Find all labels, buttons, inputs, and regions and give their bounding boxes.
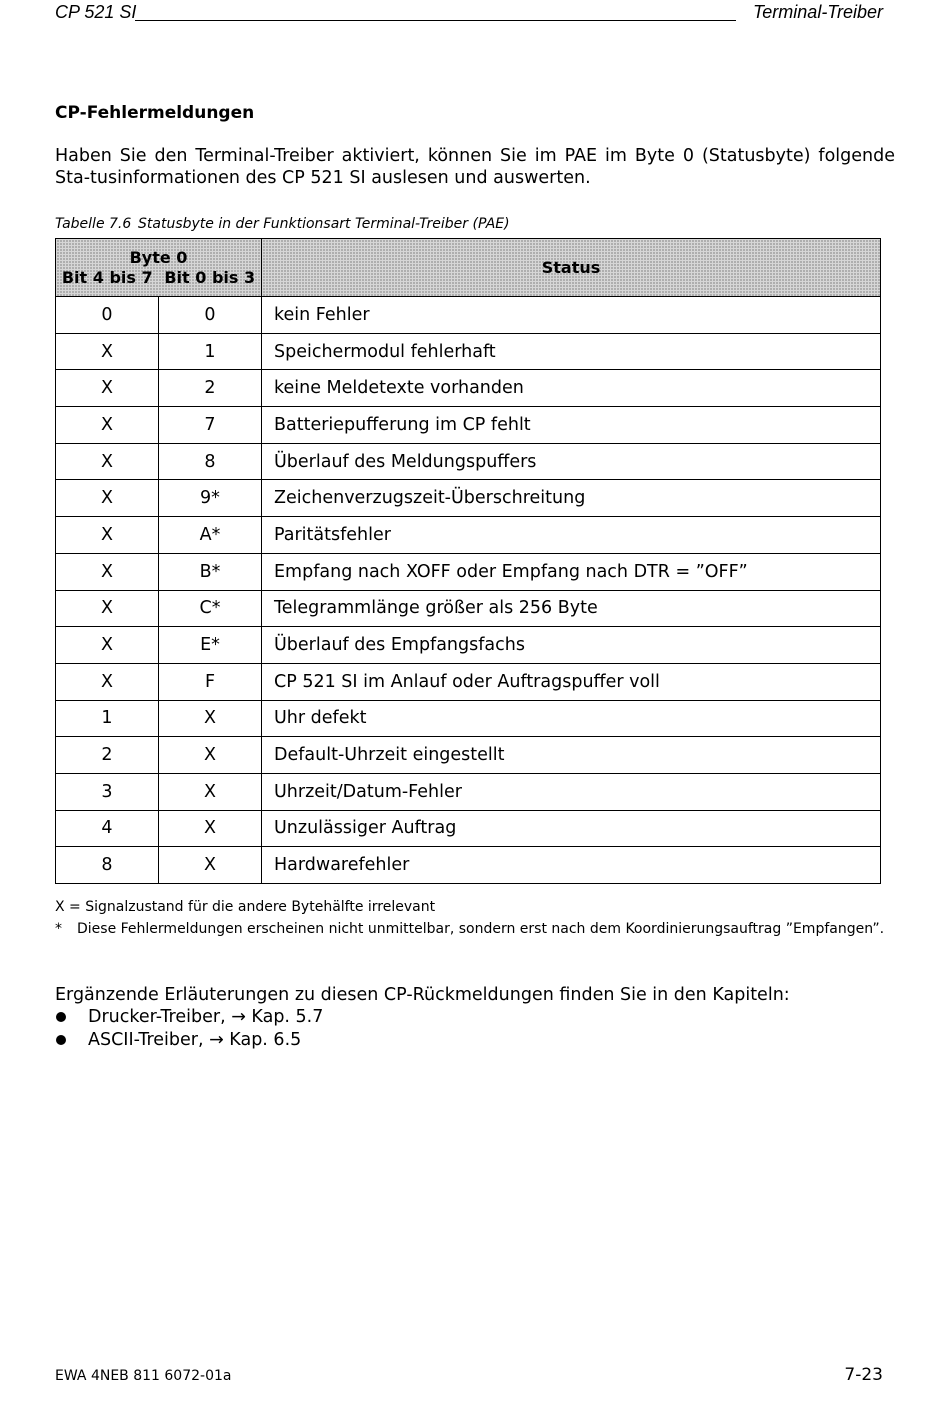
- table-row: [56, 700, 881, 737]
- bit-high-cell: X: [56, 627, 159, 664]
- byte-header-cell: [56, 239, 262, 297]
- table-header-row: [56, 239, 881, 297]
- reference-item-text: Drucker-Treiber, → Kap. 5.7: [88, 1007, 324, 1027]
- bit-high-cell: X: [56, 553, 159, 590]
- bit-low-cell: B*: [159, 553, 262, 590]
- table-row: [56, 590, 881, 627]
- bit-low-cell: X: [159, 847, 262, 884]
- table-row: [56, 443, 881, 480]
- bit-low-cell: C*: [159, 590, 262, 627]
- intro-paragraph: Haben Sie den Terminal-Treiber aktiviert, können Sie im PAE im Byte 0 (Statusbyte) folgende Sta-tusinformationen des CP 521 SI auslesen und auswerten.: [55, 146, 895, 188]
- status-cell: Uhrzeit/Datum-Fehler: [262, 773, 881, 810]
- status-table: [55, 238, 881, 884]
- bit-high-cell: 3: [56, 773, 159, 810]
- table-caption: [55, 214, 510, 234]
- reference-item: [55, 1029, 301, 1051]
- status-table-wrapper: [55, 238, 880, 884]
- status-cell: keine Meldetexte vorhanden: [262, 370, 881, 407]
- footnote-star: [55, 919, 884, 939]
- footnote-star-text: Diese Fehlermeldungen erscheinen nicht unmittelbar, sondern erst nach dem Koordinierungsauftrag ”Empfangen”.: [77, 921, 885, 937]
- footer-doc-id: EWA 4NEB 811 6072-01a: [55, 1368, 232, 1384]
- bit-low-cell: X: [159, 810, 262, 847]
- status-cell: Unzulässiger Auftrag: [262, 810, 881, 847]
- bit-high-cell: 0: [56, 297, 159, 334]
- status-cell: Empfang nach XOFF oder Empfang nach DTR = ”OFF”: [262, 553, 881, 590]
- bit-low-cell: 9*: [159, 480, 262, 517]
- status-cell: CP 521 SI im Anlauf oder Auftragspuffer voll: [262, 663, 881, 700]
- byte-header-label: Byte 0: [129, 247, 188, 267]
- table-row: [56, 480, 881, 517]
- status-cell: Speichermodul fehlerhaft: [262, 333, 881, 370]
- bit-high-cell: X: [56, 333, 159, 370]
- bit-low-cell: X: [159, 773, 262, 810]
- status-header-cell: Status: [262, 239, 881, 297]
- status-cell: Hardwarefehler: [262, 847, 881, 884]
- status-cell: Batteriepufferung im CP fehlt: [262, 407, 881, 444]
- bullet-icon: [56, 1012, 66, 1022]
- status-cell: kein Fehler: [262, 297, 881, 334]
- table-row: [56, 407, 881, 444]
- status-cell: Telegrammlänge größer als 256 Byte: [262, 590, 881, 627]
- table-row: [56, 333, 881, 370]
- table-row: [56, 517, 881, 554]
- table-row: [56, 370, 881, 407]
- bit-low-cell: 8: [159, 443, 262, 480]
- status-cell: Default-Uhrzeit eingestellt: [262, 737, 881, 774]
- table-row: [56, 773, 881, 810]
- bit-low-cell: A*: [159, 517, 262, 554]
- bullet-icon: [56, 1035, 66, 1045]
- header-right-title: Terminal-Treiber: [752, 2, 883, 22]
- table-row: [56, 810, 881, 847]
- bit-low-cell: 7: [159, 407, 262, 444]
- references-intro: Ergänzende Erläuterungen zu diesen CP-Rückmeldungen finden Sie in den Kapiteln:: [55, 985, 790, 1005]
- status-cell: Paritätsfehler: [262, 517, 881, 554]
- bit-high-cell: X: [56, 370, 159, 407]
- bit-low-cell: E*: [159, 627, 262, 664]
- status-cell: Zeichenverzugszeit-Überschreitung: [262, 480, 881, 517]
- reference-item: [55, 1006, 323, 1028]
- footer-page-number: 7-23: [844, 1365, 883, 1385]
- status-cell: Überlauf des Empfangsfachs: [262, 627, 881, 664]
- bit-high-cell: 4: [56, 810, 159, 847]
- header-rule: [135, 20, 736, 21]
- footnote-star-mark: *: [55, 921, 62, 937]
- bit-low-cell: 1: [159, 333, 262, 370]
- bit-low-cell: 2: [159, 370, 262, 407]
- bit-high-cell: 8: [56, 847, 159, 884]
- table-caption-text: Statusbyte in der Funktionsart Terminal-Treiber (PAE): [138, 216, 510, 232]
- bit-high-cell: 1: [56, 700, 159, 737]
- table-row: [56, 553, 881, 590]
- table-caption-number: Tabelle 7.6: [55, 216, 132, 232]
- table-row: [56, 663, 881, 700]
- bit-low-cell: F: [159, 663, 262, 700]
- bit-low-cell: X: [159, 700, 262, 737]
- table-row: [56, 847, 881, 884]
- table-body: [56, 297, 881, 884]
- bit-high-cell: X: [56, 517, 159, 554]
- status-cell: Überlauf des Meldungspuffers: [262, 443, 881, 480]
- bit-high-cell: X: [56, 663, 159, 700]
- bit-high-cell: X: [56, 480, 159, 517]
- header-left-title: CP 521 SI: [55, 2, 137, 22]
- bits-low-header: Bit 0 bis 3: [164, 267, 256, 287]
- bits-high-header: Bit 4 bis 7: [61, 267, 153, 287]
- status-cell: Uhr defekt: [262, 700, 881, 737]
- bit-high-cell: 2: [56, 737, 159, 774]
- table-row: [56, 737, 881, 774]
- table-row: [56, 627, 881, 664]
- reference-item-text: ASCII-Treiber, → Kap. 6.5: [88, 1030, 302, 1050]
- bit-high-cell: X: [56, 443, 159, 480]
- bit-high-cell: X: [56, 590, 159, 627]
- table-row: [56, 297, 881, 334]
- bit-high-cell: X: [56, 407, 159, 444]
- footnote-x: X = Signalzustand für die andere Bytehälfte irrelevant: [55, 899, 436, 915]
- bit-low-cell: 0: [159, 297, 262, 334]
- bit-low-cell: X: [159, 737, 262, 774]
- section-heading: CP-Fehlermeldungen: [55, 103, 255, 123]
